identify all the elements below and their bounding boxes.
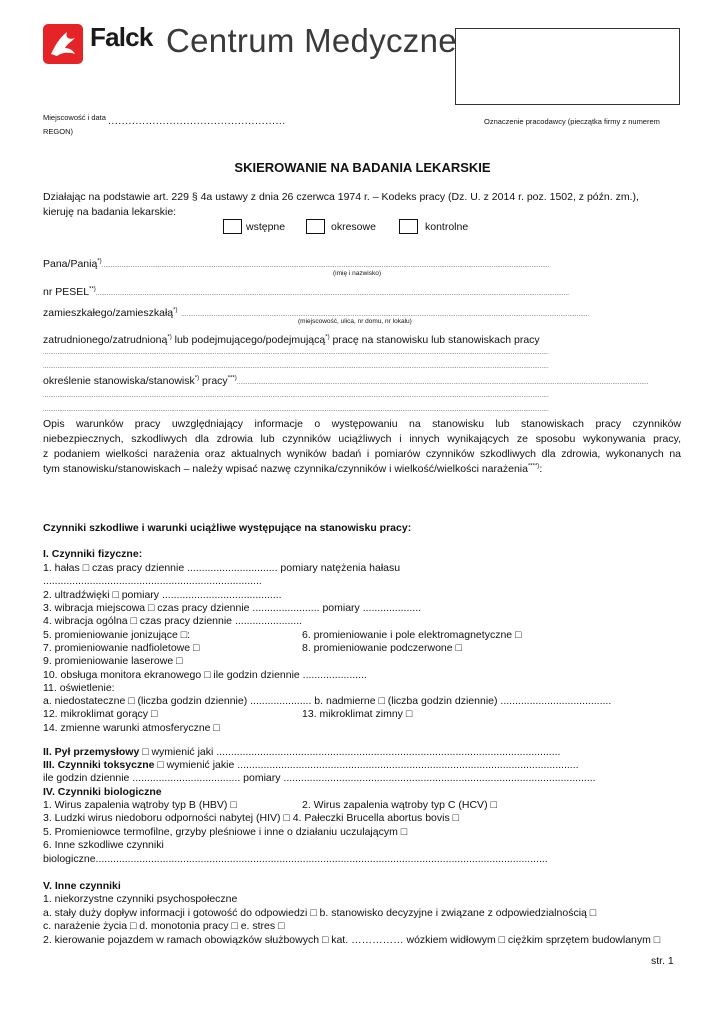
pesel-label: nr PESEL — [43, 286, 90, 298]
bio-item-hbv[interactable]: 1. Wirus zapalenia wątroby typ B (HBV) □ — [43, 799, 237, 811]
other-item-psychosocial-cde[interactable]: c. narażenie życia □ d. monotonia pracy □ e. stres □ — [43, 920, 285, 932]
physical-item-infrared[interactable]: 8. promieniowanie podczerwone □ — [302, 642, 462, 654]
physical-item-cold-microclimate[interactable]: 13. mikroklimat zimny □ — [302, 708, 413, 720]
factors-heading: Czynniki szkodliwe i warunki uciążliwe występujące na stanowisku pracy: — [43, 522, 412, 534]
description-line-2: niebezpiecznych, szkodliwych dla zdrowia lub czynników uciążliwych i innych wynikających ze sposobu wykonywania pracy, — [43, 433, 681, 445]
pesel-footnote: **) — [89, 286, 96, 293]
position-label-a: określenie stanowiska/stanowisk — [43, 375, 195, 387]
toxic-line[interactable] — [43, 759, 661, 772]
physical-item-lighting-options[interactable]: a. niedostateczne □ (liczba godzin dziennie) ..................... b. nadmierne □ (liczba godzin dziennie) ...................................... — [43, 695, 612, 707]
employment-footnote-2: *) — [325, 334, 330, 341]
description-line-3: z podaniem wielkości narażenia oraz aktualnych wyników badań i pomiarów czynników szkodliwych dla zdrowia, wykonanych na — [43, 448, 681, 460]
bio-heading: IV. Czynniki biologiczne — [43, 786, 162, 798]
physical-item-lighting: 11. oświetlenie: — [43, 682, 115, 694]
employer-stamp-box — [455, 28, 680, 105]
option-periodic-label: okresowe — [331, 221, 376, 233]
description-colon: : — [539, 463, 543, 475]
position-footnote-1: *) — [194, 375, 200, 382]
checkbox-control[interactable] — [399, 219, 418, 234]
position-dots-2[interactable]: ........................................................................................................................................................................................................................................................................................ — [43, 406, 549, 413]
bio-item-hcv[interactable]: 2. Wirus zapalenia wątroby typ C (HCV) □ — [302, 799, 497, 811]
person-name-field[interactable]: Pana/Panią*)........................................................................................................................................................................................................................................................ — [43, 258, 550, 270]
other-item-psychosocial: 1. niekorzystne czynniki psychospołeczne — [43, 893, 238, 905]
position-footnote-2: ***) — [227, 375, 237, 382]
physical-item-monitor[interactable]: 10. obsługa monitora ekranowego □ ile godzin dziennie ...................... — [43, 669, 367, 681]
dust-text: □ wymienić jaki ...................................................................................................................... — [139, 746, 561, 758]
physical-item-ultraviolet[interactable]: 7. promieniowanie nadfioletowe □ — [43, 642, 200, 654]
checkbox-initial[interactable] — [223, 219, 242, 234]
other-item-driving[interactable]: 2. kierowanie pojazdem w ramach obowiązków służbowych □ kat. …………… wózkiem widłowym □ ciężkim sprzętem budowlanym □ — [43, 934, 661, 946]
centrum-medyczne-title: Centrum Medyczne — [166, 22, 457, 59]
pesel-field[interactable]: nr PESEL**)...................................................................................................................................................................................................................................................................... — [43, 286, 569, 298]
intro-line-2: kieruję na badania lekarskie: — [43, 206, 177, 218]
address-label: zamieszkałego/zamieszkałą — [43, 307, 174, 319]
position-dots-1[interactable]: ........................................................................................................................................................................................................................................................................................ — [43, 392, 549, 399]
physical-item-electromagnetic[interactable]: 6. promieniowanie i pole elektromagnetyczne □ — [302, 629, 522, 641]
dust-line[interactable] — [43, 746, 661, 759]
employer-stamp-label: Oznaczenie pracodawcy (pieczątka firmy z numerem — [484, 117, 660, 126]
bio-item-actinomycetes[interactable]: 5. Promieniowce termofilne, grzyby pleśniowe i inne o działaniu uczulającym □ — [43, 826, 408, 838]
toxic-heading: III. Czynniki toksyczne — [43, 759, 155, 771]
work-conditions-description — [43, 417, 681, 477]
physical-heading: I. Czynniki fizyczne: — [43, 548, 143, 560]
physical-item-weather[interactable]: 14. zmienne warunki atmosferyczne □ — [43, 722, 220, 734]
physical-item-noise[interactable]: 1. hałas □ czas pracy dziennie ............................... pomiary natężenia hałasu — [43, 562, 401, 574]
bio-item-other-field[interactable]: biologiczne........................................................................................................................................................... — [43, 853, 548, 865]
option-control-label: kontrolne — [425, 221, 469, 233]
description-line-1: Opis warunków pracy uwzględniający informacje o występowaniu na stanowisku lub stanowiskach pracy czynników — [43, 418, 681, 430]
employment-dots-2[interactable]: ........................................................................................................................................................................................................................................................................................ — [43, 363, 549, 370]
address-field[interactable]: zamieszkałego/zamieszkałą*) .................................................................................................................................................................................................................................. — [43, 307, 590, 319]
address-footnote: *) — [173, 307, 178, 314]
falck-logo-text: Falck — [90, 22, 153, 52]
employment-footnote-1: *) — [167, 334, 172, 341]
physical-item-local-vibration[interactable]: 3. wibracja miejscowa □ czas pracy dziennie ....................... pomiary .................... — [43, 602, 422, 614]
bio-item-other: 6. Inne szkodliwe czynniki — [43, 839, 164, 851]
employment-line — [43, 334, 540, 347]
physical-item-noise-dots[interactable]: ........................................................................... — [43, 575, 262, 587]
physical-item-ultrasound[interactable]: 2. ultradźwięki □ pomiary ......................................... — [43, 589, 282, 601]
position-field[interactable]: określenie stanowiska/stanowisk*) pracy***).................................................................................................................................................................................................................................... — [43, 375, 649, 387]
physical-item-ionizing[interactable]: 5. promieniowanie jonizujące □: — [43, 629, 191, 641]
toxic-hours-line[interactable]: ile godzin dziennie ..................................... pomiary ........................................................................................................... — [43, 772, 596, 784]
position-label-b: pracy — [199, 375, 228, 387]
toxic-text: □ wymienić jakie ..................................................................................................................... — [154, 759, 579, 771]
description-footnote: ****) — [527, 463, 540, 470]
regon-label: REGON) — [43, 127, 73, 136]
employment-dots-1[interactable]: ........................................................................................................................................................................................................................................................................................ — [43, 349, 549, 356]
option-initial-label: wstępne — [246, 221, 286, 233]
other-heading: V. Inne czynniki — [43, 880, 121, 892]
employment-text-c: pracę na stanowisku lub stanowiskach pracy — [329, 334, 540, 346]
page-number: str. 1 — [651, 955, 674, 967]
place-date-label: Miejscowość i data — [43, 113, 106, 122]
physical-item-general-vibration[interactable]: 4. wibracja ogólna □ czas pracy dziennie ....................... — [43, 615, 303, 627]
person-name-label: Pana/Panią — [43, 258, 98, 270]
place-date-field[interactable]: .................................................... — [108, 115, 286, 127]
physical-item-laser[interactable]: 9. promieniowanie laserowe □ — [43, 655, 183, 667]
employment-text-b: lub podejmującego/podejmującą — [171, 334, 326, 346]
bio-item-hiv-brucella[interactable]: 3. Ludzki wirus niedoboru odporności nabytej (HIV) □ 4. Pałeczki Brucella abortus bovis □ — [43, 812, 459, 824]
description-line-4: tym stanowisku/stanowiskach – należy wpisać nazwę czynnika/czynników i wielkość/wielkości narażenia — [43, 463, 528, 475]
intro-line-1: Działając na podstawie art. 229 § 4a ustawy z dnia 26 czerwca 1974 r. – Kodeks pracy (Dz. U. z 2014 r. poz. 1502, z późn. zm.), — [43, 191, 639, 203]
checkbox-periodic[interactable] — [306, 219, 325, 234]
person-name-hint: (imię i nazwisko) — [333, 270, 382, 277]
dust-heading: II. Pył przemysłowy — [43, 746, 140, 758]
address-hint: (miejscowość, ulica, nr domu, nr lokalu) — [298, 318, 412, 325]
physical-item-hot-microclimate[interactable]: 12. mikroklimat gorący □ — [43, 708, 158, 720]
document-title: SKIEROWANIE NA BADANIA LEKARSKIE — [234, 160, 491, 175]
falck-logo-icon — [43, 24, 83, 64]
other-item-psychosocial-ab[interactable]: a. stały duży dopływ informacji i gotowość do odpowiedzi □ b. stanowisko decyzyjne i związane z odpowiedzialnością □ — [43, 907, 597, 919]
person-name-footnote: *) — [97, 258, 102, 265]
employment-text-a: zatrudnionego/zatrudnioną — [43, 334, 168, 346]
